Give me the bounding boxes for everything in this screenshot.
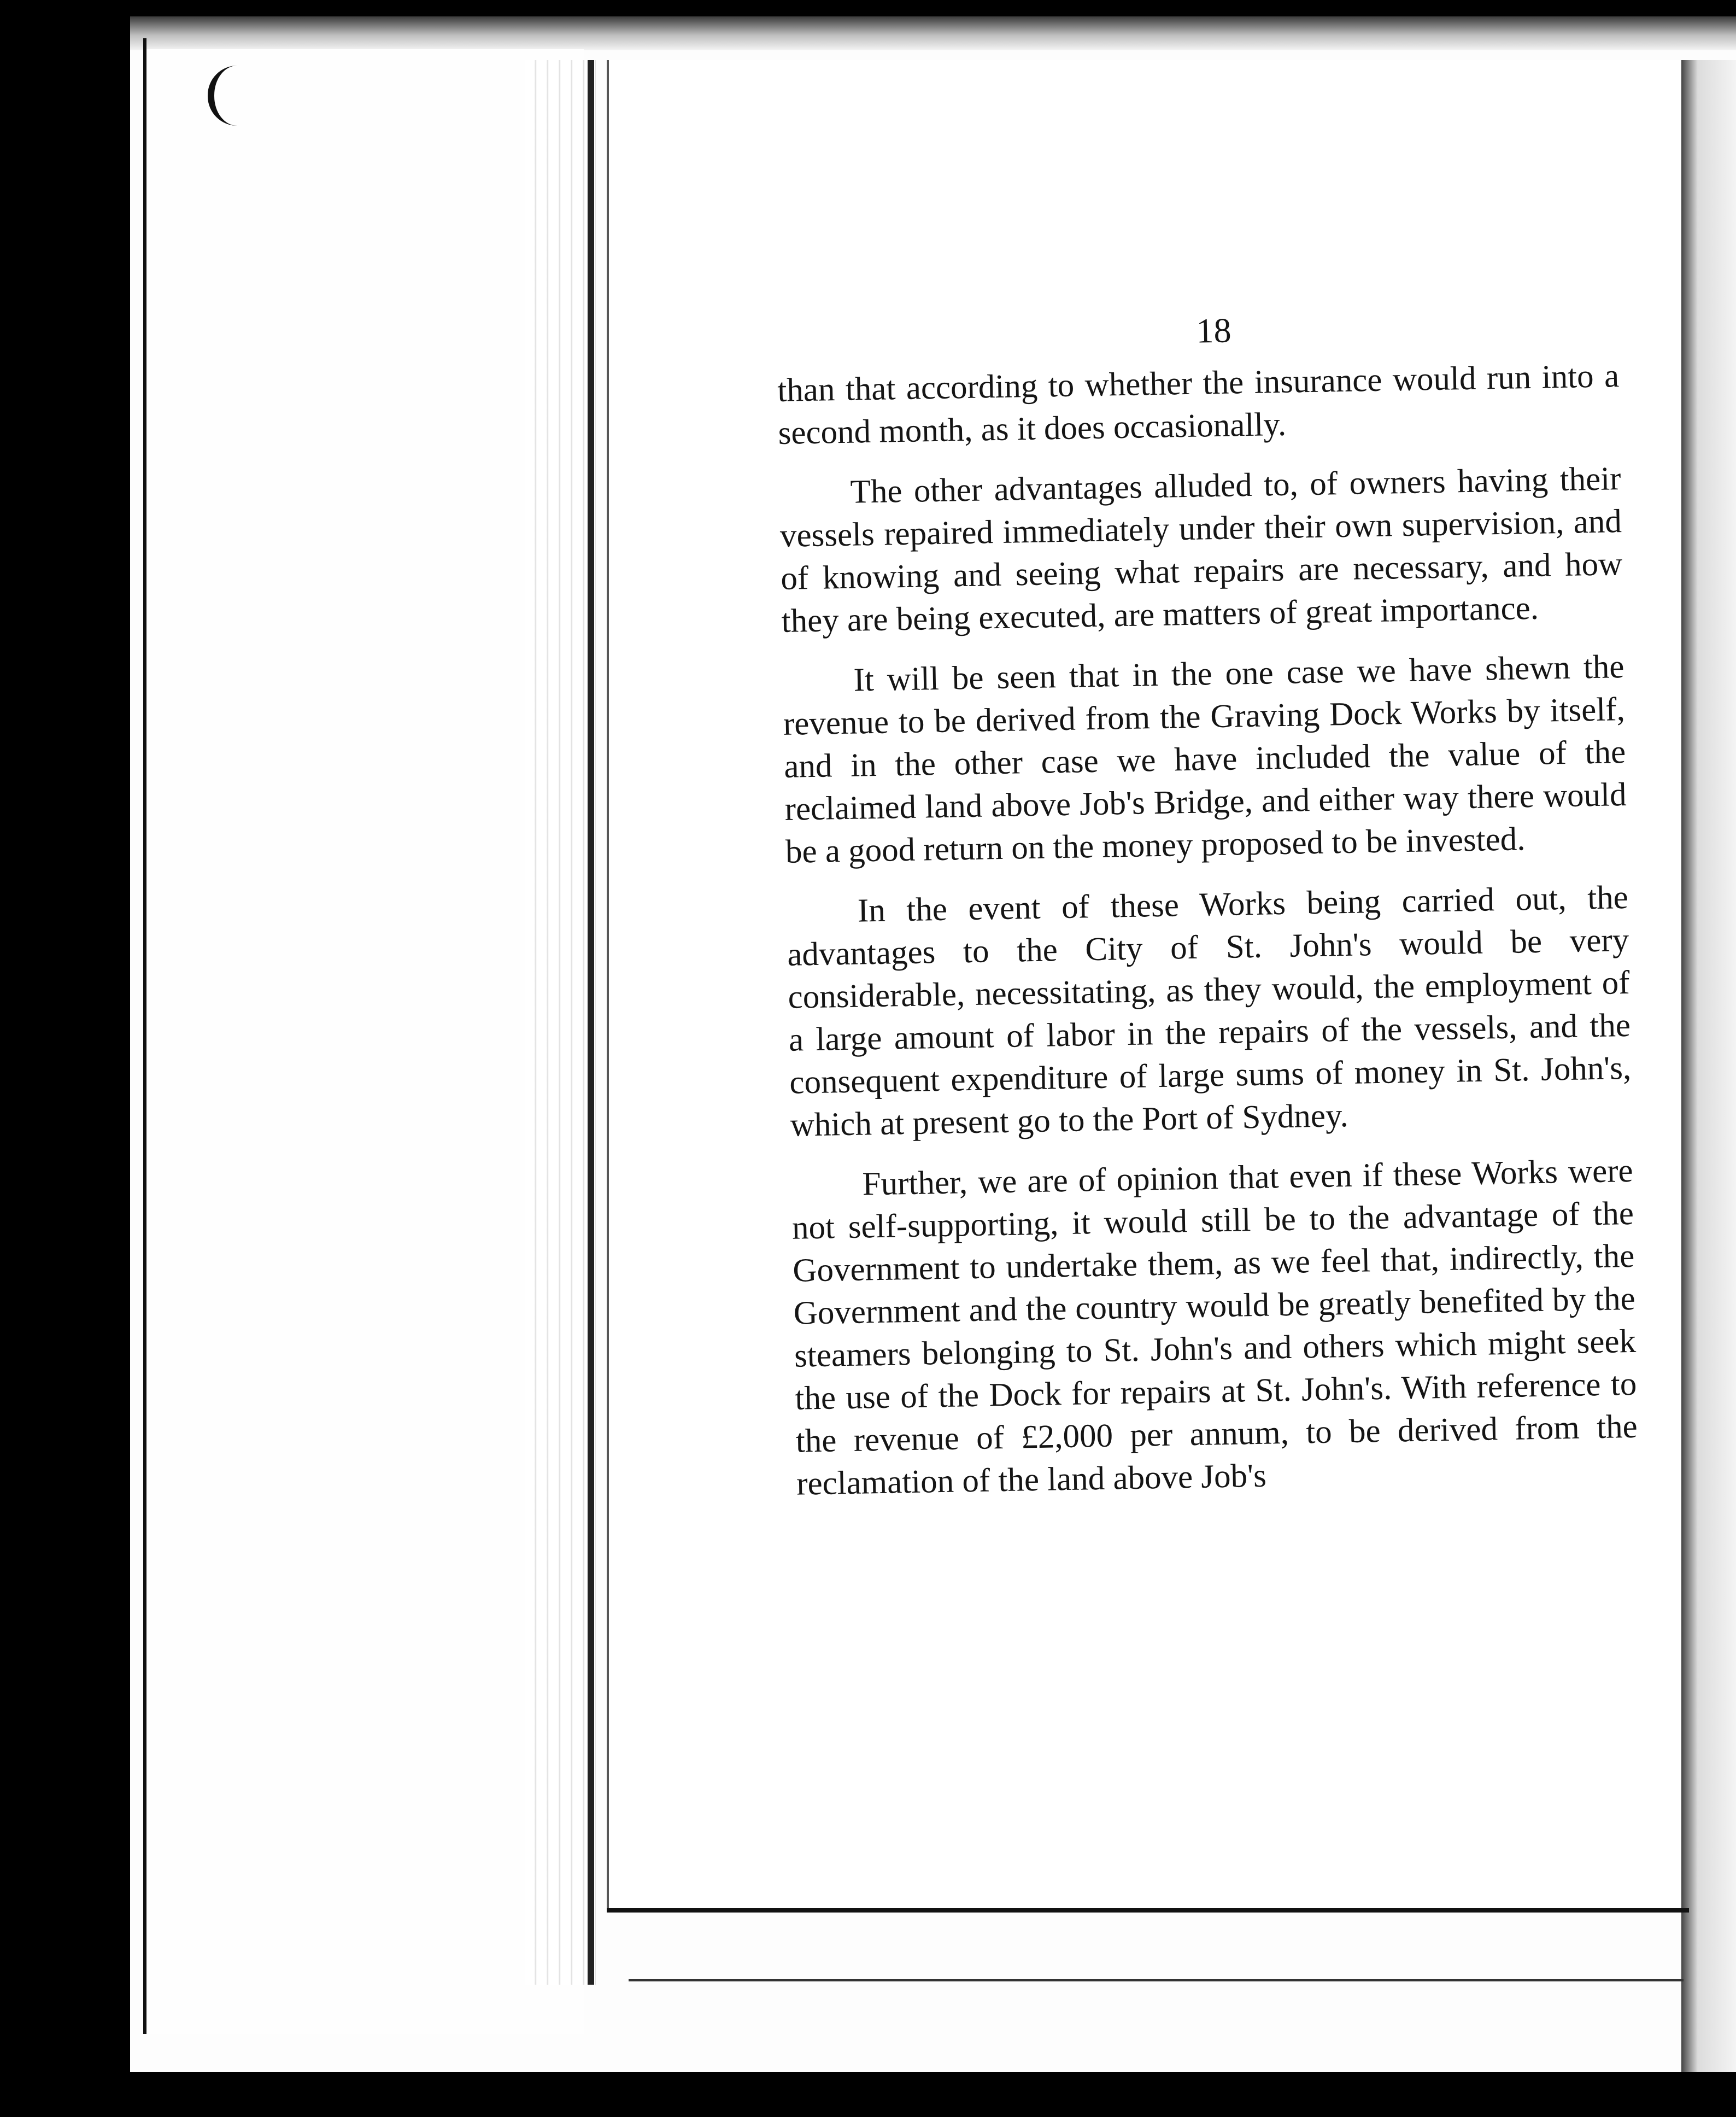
page-number: 18	[1195, 311, 1232, 350]
paragraph-4: In the event of these Works being carried out, the advantages to the City of St. John's would be very considerable, necessitating, as they would, the employment of a large amount of labor in the repairs of the vessels, and the consequent expenditure of large sums of money in St. John's, which at present go to the Port of Sydney.	[787, 879, 1632, 1144]
binding-edge-line	[588, 60, 594, 1985]
binding-gutter	[525, 60, 596, 1985]
scan-top-shadow	[130, 16, 1736, 50]
left-blank-page	[146, 49, 584, 2034]
scan-left-border	[0, 0, 130, 2117]
paragraph-5: Further, we are of opinion that even if these Works were not self-supporting, it would still be to the advantage of the Government to undertake them, as we feel that, indirectly, the Government and the country would be greatly benefited by the steamers belonging to St. John's and others which might seek the use of the Dock for repairs at St. John's. With reference to the revenue of £2,000 per annum, to be derived from the reclamation of the land above Job's	[791, 1152, 1638, 1502]
under-page-edge	[629, 1979, 1684, 1981]
scan-top-border	[0, 0, 1736, 16]
page-bottom-edge	[607, 1908, 1689, 1913]
paragraph-1: than that according to whether the insurance would run into a second month, as it does occasionally.	[777, 358, 1620, 452]
paragraph-2: The other advantages alluded to, of owners having their vessels repaired immediately under their own supervision, and of knowing and seeing what repairs are necessary, and how they are being executed, are matters of great importance.	[779, 460, 1623, 640]
paragraph-3: It will be seen that in the one case we have shewn the revenue to be derived from the Graving Dock Works by itself, and in the other case we have included the value of the reclaimed land above Job's Bridge, and either way there would be a good return on the money proposed to be invested.	[783, 648, 1627, 870]
scan-bottom-border	[0, 2072, 1736, 2117]
page-text-block	[776, 302, 1639, 1506]
scan-right-shadow	[1681, 60, 1736, 2072]
